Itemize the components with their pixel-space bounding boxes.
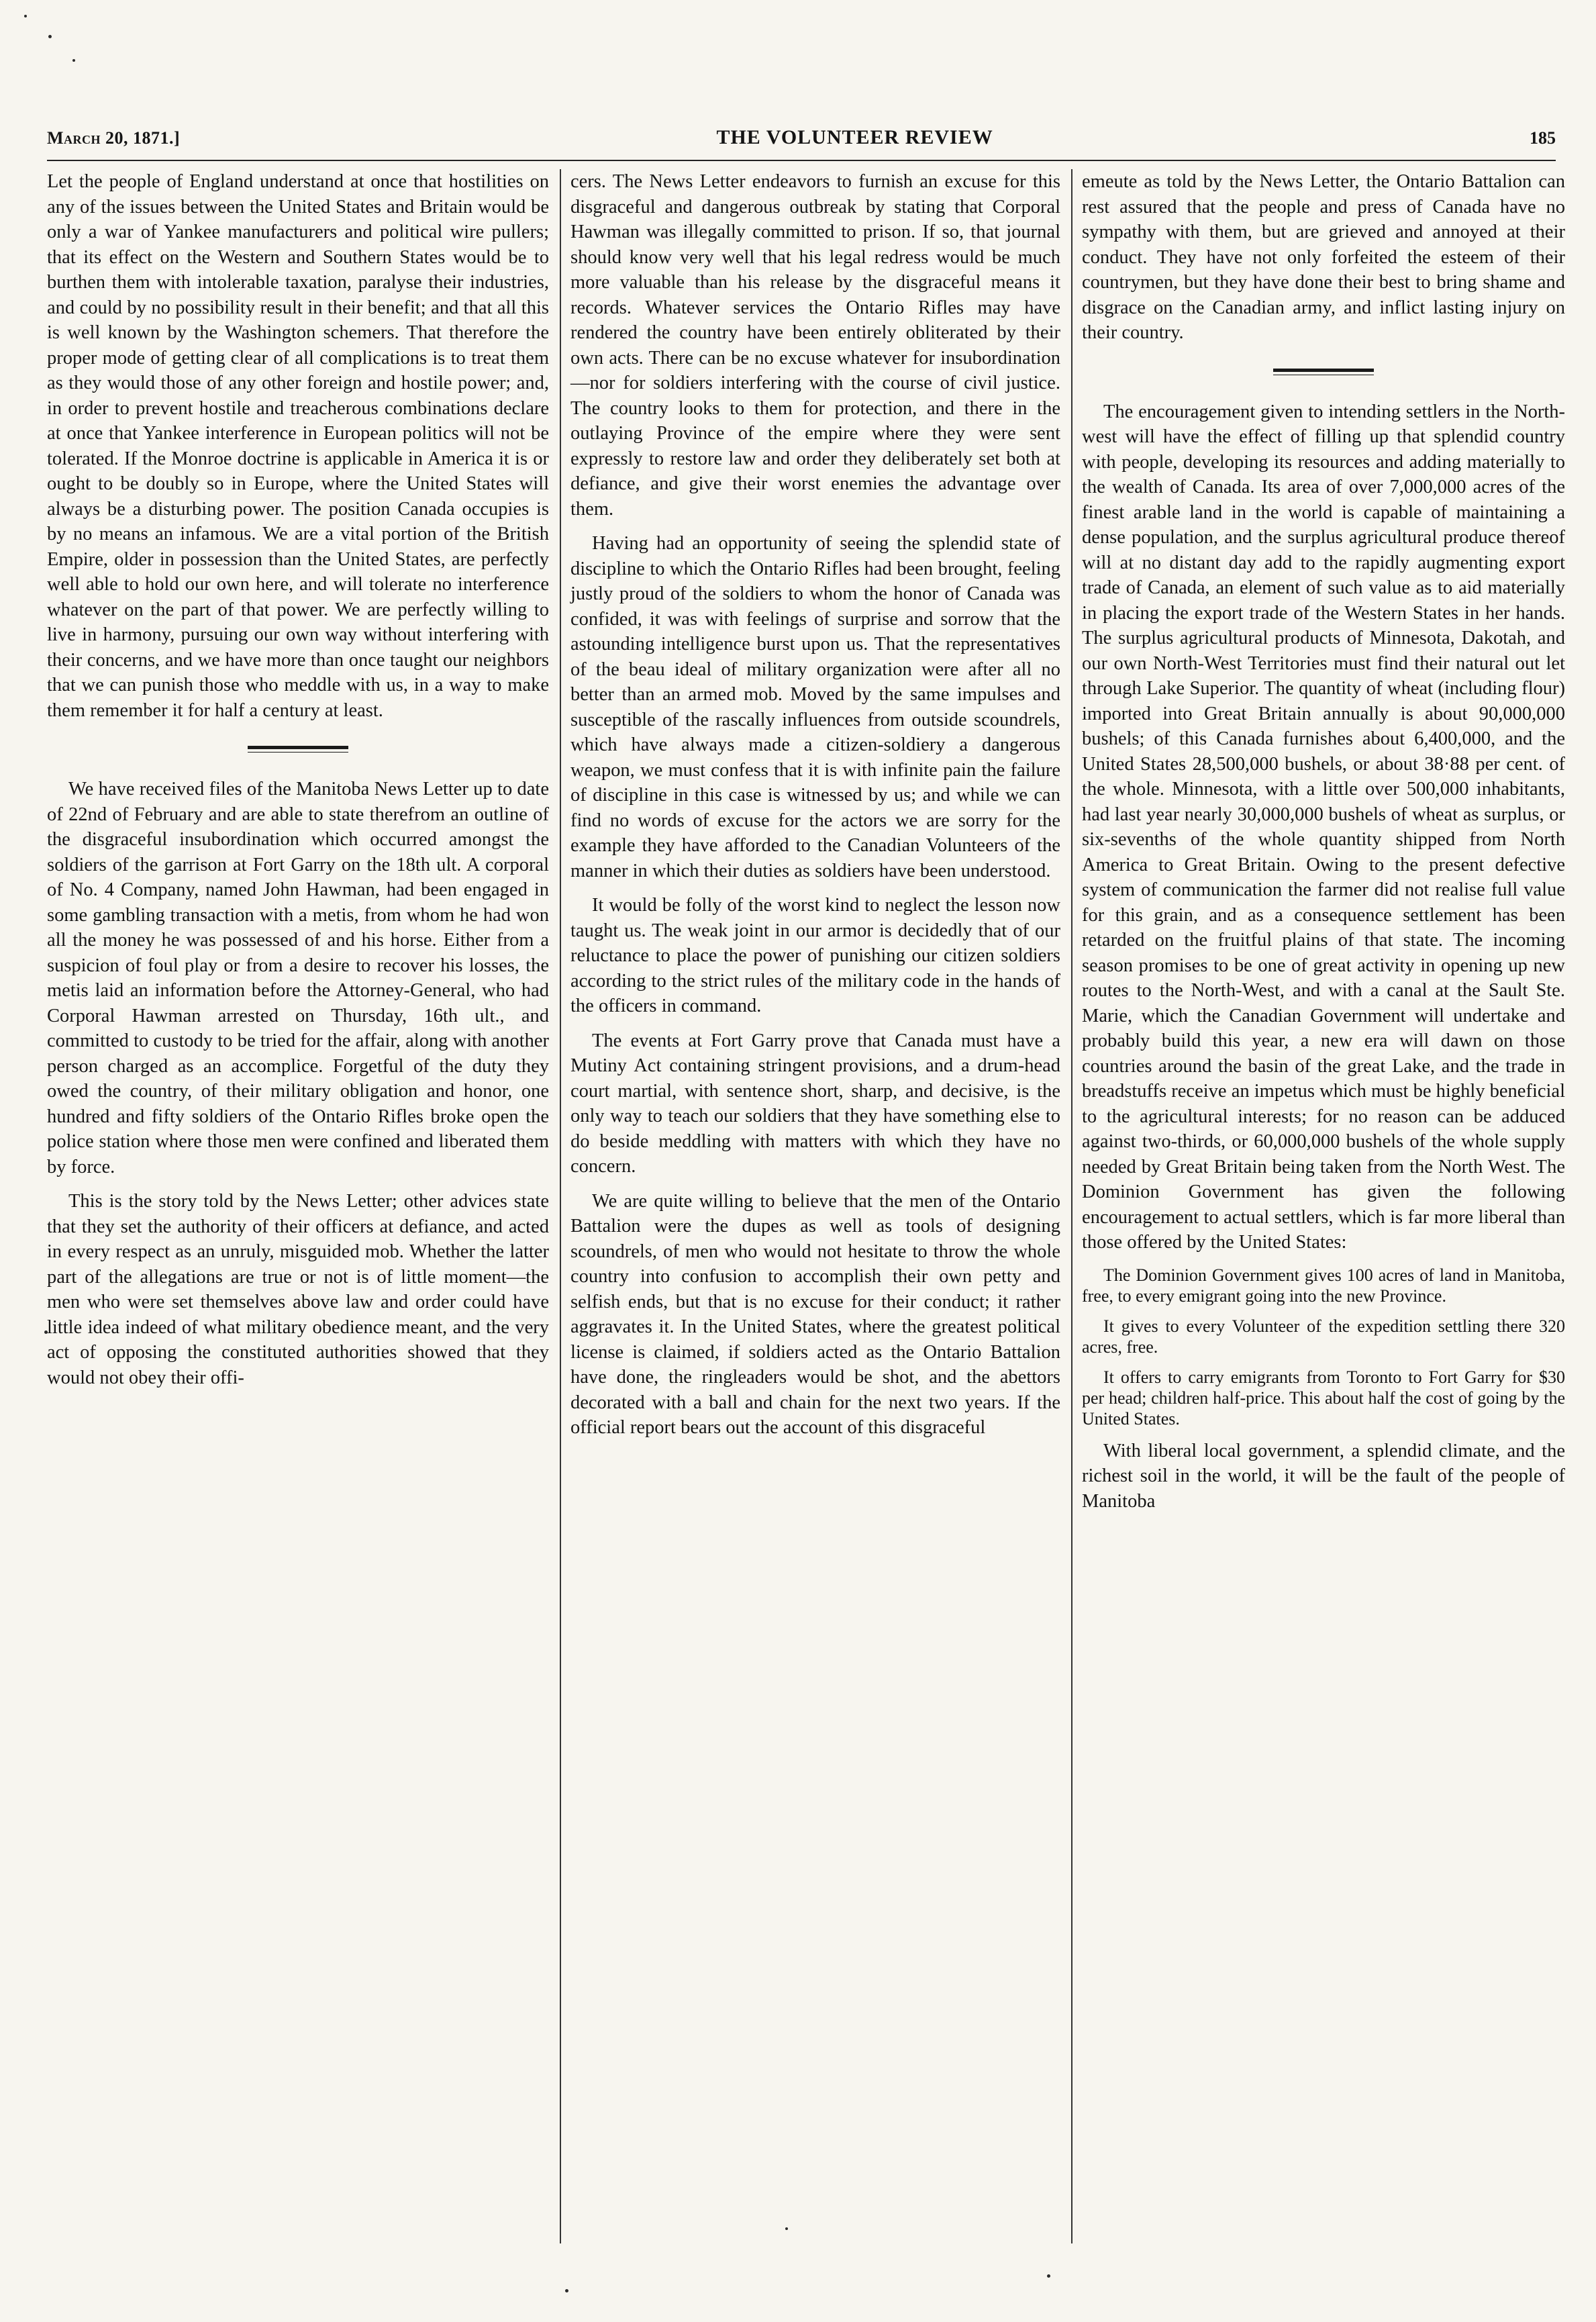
print-speck xyxy=(48,35,52,38)
paragraph: The encouragement given to intending settlers in the North-west will have the effect of filling up that splendid country with people, developing its resources and adding materially to the wealth of Canada. Its area of over 7,000,000 acres of the finest arable land in the world is capable of maintaining a dense population, and the surplus agricultural produce thereof will at no distant day add to the rapidly augmenting export trade of Canada, an element of such value as to aid materially in placing the export trade of the Western States in her hands. The surplus agricultural products of Minnesota, Dakotah, and our own North-West Territories must find their natural out let through Lake Superior. The quantity of wheat (including flour) imported into Great Britain annually is about 90,000,000 bushels; of this Canada furnishes about 6,400,000, and the United States 28,500,000 bushels, or about 38·88 per cent. of the whole. Minnesota, with a little over 500,000 inhabitants, had last year nearly 30,000,000 bushels of wheat as surplus, or six-sevenths of the whole quantity shipped from North America to Great Britain. Owing to the present defective system of communication the farmer did not realise full value for this grain, and as a consequence settlement has been retarded on the fruitful plains of that state. The incoming season promises to be one of great activity in opening up new routes to the North-West, and with a canal at the Sault Ste. Marie, which the Canadian Government will undertake and probably build this year, a new era will dawn on those countries around the basin of the great Lake, and the trade in breadstuffs receive an impetus which must be highly beneficial to the agricultural interests; for no reason can be adduced against two-thirds, or 60,000,000 bushels of the whole supply needed by Great Britain being taken from the North West. The Dominion Government has given the following encouragement to actual settlers, which is far more liberal than those offered by the United States: xyxy=(1082,401,1565,1253)
paragraph: With liberal local government, a splendid climate, and the richest soil in the world, it will be the fault of the people of Manitoba xyxy=(1082,1440,1565,1512)
paragraph: The events at Fort Garry prove that Canada must have a Mutiny Act containing stringent provisions, and a drum-head court martial, with sentence short, sharp, and decisive, is the only way to teach our soldiers that they have something else to do beside meddling with matters with which they have no concern. xyxy=(570,1030,1060,1177)
print-speck xyxy=(24,15,27,17)
masthead xyxy=(47,126,1556,153)
section-divider xyxy=(248,746,348,753)
header-rule xyxy=(47,160,1556,161)
paragraph: emeute as told by the News Letter, the Ontario Battalion can rest assured that the people and press of Canada have no sympathy with them, but are grieved and annoyed at their conduct. They have not only forfeited the esteem of their countrymen, but they have done their best to bring shame and disgrace on the Canadian army, and inflict lasting injury on their country. xyxy=(1082,171,1565,343)
quoted-paragraph: It offers to carry emigrants from Toronto to Fort Garry for $30 per head; children half-price. This about half the cost of going by the United States. xyxy=(1082,1367,1565,1429)
print-speck xyxy=(1047,2274,1050,2278)
paragraph: This is the story told by the News Letter; other advices state that they set the authority of their officers at defiance, and acted in every respect as an unruly, misguided mob. Whether the latter part of the allegations are true or not is of little moment—the men who were set themselves above law and order could have little idea indeed of what military obedience meant, and the very act of opposing the constituted authorities showed that they would not obey their offi- xyxy=(47,1191,549,1388)
column-2 xyxy=(560,169,1073,2243)
article-columns xyxy=(47,169,1565,2243)
paragraph: We are quite willing to believe that the men of the Ontario Battalion were the dupes as well as tools of designing scoundrels, of men who would not hesitate to throw the whole country into confusion to accomplish their own petty and selfish ends, but that is no excuse for their conduct; it rather aggravates it. In the United States, where the greatest political license is claimed, if soldiers acted as the Ontario Battalion have done, the ringleaders would be shot, and the abettors decorated with a ball and chain for the next two years. If the official report bears out the account of this disgraceful xyxy=(570,1190,1060,1438)
publication-title: THE VOLUNTEER REVIEW xyxy=(716,126,993,148)
paragraph: It would be folly of the worst kind to neglect the lesson now taught us. The weak joint in our armor is decidedly that of our reluctance to place the power of punishing our citizen soldiers according to the strict rules of the military code in the hands of the officers in command. xyxy=(570,895,1060,1016)
page-number: 185 xyxy=(1529,128,1556,148)
column-3 xyxy=(1071,169,1565,2243)
paragraph: cers. The News Letter endeavors to furnish an excuse for this disgraceful and dangerous outbreak by stating that Corporal Hawman was illegally committed to prison. If so, that journal should know very well that his legal redress would be much more valuable than his release by the disgraceful means it records. Whatever services the Ontario Rifles may have rendered the country have been entirely obliterated by their own acts. There can be no excuse whatever for insubordination—nor for soldiers interfering with the course of civil justice. The country looks to them for protection, and there in the outlaying Province of the empire where they were sent expressly to restore law and order they deliberately set both at defiance, and give their worst enemies the advantage over them. xyxy=(570,171,1060,520)
quoted-paragraph: The Dominion Government gives 100 acres of land in Manitoba, free, to every emigrant going into the new Province. xyxy=(1082,1265,1565,1306)
paragraph: We have received files of the Manitoba News Letter up to date of 22nd of February and are able to state therefrom an outline of the disgraceful insubordination which occurred amongst the soldiers of the garrison at Fort Garry on the 18th ult. A corporal of No. 4 Company, named John Hawman, had been engaged in some gambling transaction with a metis, from whom he had won all the money he was possessed of and his horse. Either from a suspicion of foul play or from a desire to recover his losses, the metis laid an information before the Attorney-General, who had Corporal Hawman arrested on Thursday, 16th ult., and committed to custody to be tried for the affair, along with another person charged as an accomplice. Forgetful of the duty they owed the country, of their military obligation and honor, one hundred and fifty soldiers of the Ontario Rifles broke open the police station where those men were confined and liberated them by force. xyxy=(47,779,549,1177)
paragraph: Let the people of England understand at once that hostilities on any of the issues between the United States and Britain would be only a war of Yankee manufacturers and political wire pullers; that its effect on the Western and Southern States would be to burthen them with intolerable taxation, paralyse their industries, and could by no possibility result in their benefit; and that all this is well known by the Washington schemers. That therefore the proper mode of getting clear of all complications is to treat them as they would those of any other foreign and hostile power; and, in order to prevent hostile and treacherous combinations declare at once that Yankee interference in European politics will not be tolerated. If the Monroe doctrine is applicable in America it is or ought to be doubly so in Europe, where the United States will always be a disturbing power. The position Canada occupies is by no means an infamous. We are a vital portion of the British Empire, older in possession than the United States, are perfectly well able to hold our own here, and will tolerate no interference whatever on the part of that power. We are perfectly willing to live in harmony, pursuing our own way without interfering with their concerns, and we have more than once taught our neighbors that we can punish those who meddle with us, in a way to make them remember it for half a century at least. xyxy=(47,171,549,721)
column-1 xyxy=(47,169,561,2243)
quoted-paragraph: It gives to every Volunteer of the expedition settling there 320 acres, free. xyxy=(1082,1316,1565,1357)
issue-date: March 20, 1871.] xyxy=(47,128,181,148)
print-speck xyxy=(72,59,75,62)
section-divider xyxy=(1273,369,1374,375)
print-speck xyxy=(565,2289,568,2292)
paragraph: Having had an opportunity of seeing the splendid state of discipline to which the Ontario Rifles had been brought, feeling justly proud of the soldiers to whom the honor of Canada was confided, it was with feelings of surprise and sorrow that the astounding intelligence burst upon us. That the representatives of the beau ideal of military organization were after all no better than an armed mob. Moved by the same impulses and susceptible of the rascally influences from outside scoundrels, which have always made a citizen-soldiery a dangerous weapon, we must confess that it is with infinite pain the failure of discipline in this case is witnessed by us; and while we can find no words of excuse for the actors we are sorry for the example they have afforded to the Canadian Volunteers of the manner in which their duties as soldiers have been understood. xyxy=(570,533,1060,881)
